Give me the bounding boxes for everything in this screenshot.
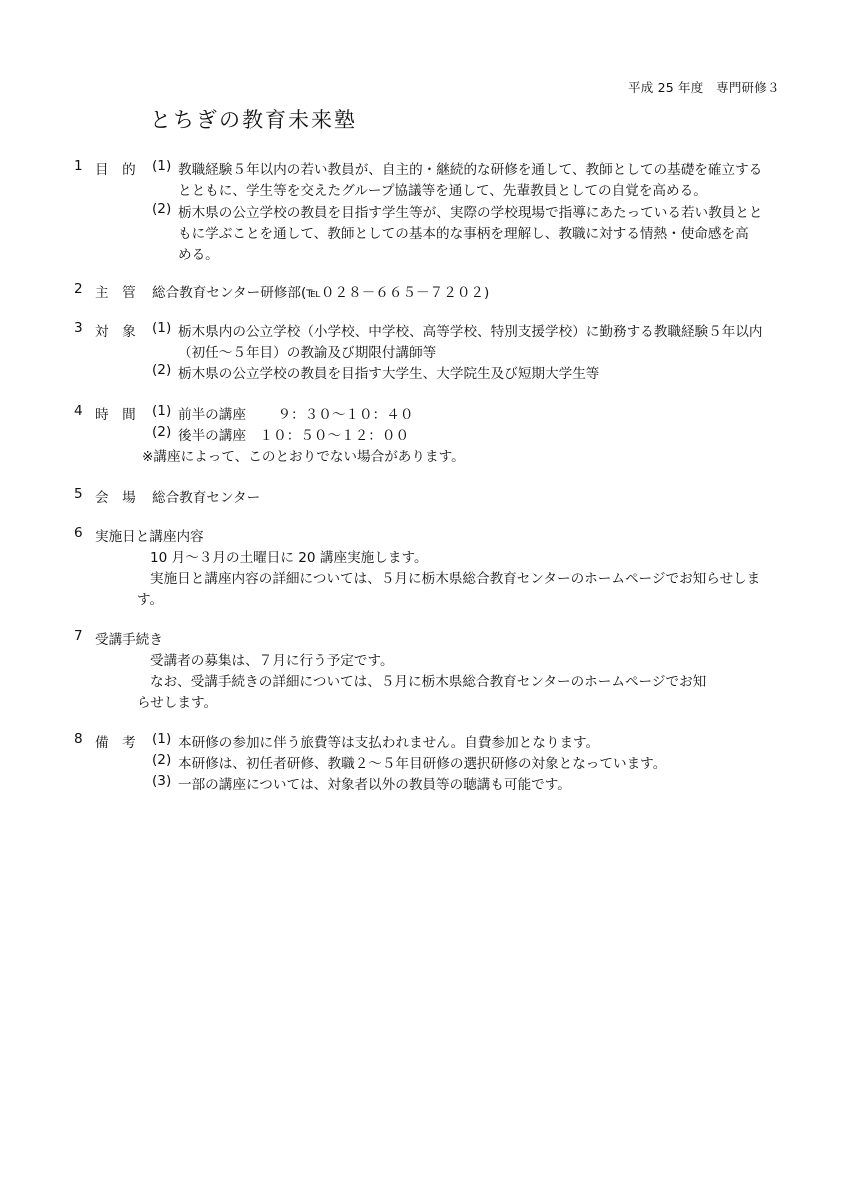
section-number: 8 (74, 731, 83, 747)
page-title: とちぎの教育未来塾 (150, 108, 357, 132)
item-line: とともに、学生等を交えたグループ協議等を通して、先輩教員としての自覚を高める。 (178, 183, 707, 199)
item-line: 栃木県内の公立学校（小学校、中学校、高等学校、特別支援学校）に勤務する教職経験５年以内 (178, 324, 763, 340)
venue-text: 総合教育センター (152, 490, 261, 506)
item-line: 前半の講座 ９：３０～１０：４０ (178, 407, 414, 423)
item-number: (2) (152, 752, 172, 768)
item-line: 一部の講座については、対象者以外の教員等の聴講も可能です。 (178, 777, 571, 793)
item-line: 教職経験５年以内の若い教員が、自主的・継続的な研修を通して、教師としての基礎を確立する (178, 162, 763, 178)
schedule-line: す。 (137, 592, 164, 608)
section-number: 6 (74, 525, 83, 541)
document-code: 平成 25 年度 専門研修３ (628, 80, 780, 95)
item-line: 本研修は、初任者研修、教職２～５年目研修の選択研修の対象となっています。 (178, 756, 667, 772)
section-label: 実施日と講座内容 (95, 529, 204, 545)
section-label: 受講手続き (95, 632, 163, 648)
item-line: める。 (178, 247, 219, 263)
procedure-line: 受講者の募集は、７月に行う予定です。 (150, 653, 394, 669)
item-number: (1) (152, 320, 172, 336)
section-number: 7 (74, 628, 83, 644)
schedule-line: 実施日と講座内容の詳細については、５月に栃木県総合教育センターのホームページでお知らせしま (150, 571, 761, 587)
item-number: (3) (152, 773, 172, 789)
item-number: (1) (152, 158, 172, 174)
procedure-line: なお、受講手続きの詳細については、５月に栃木県総合教育センターのホームページでお知 (150, 674, 707, 690)
section-label: 対 象 (95, 324, 136, 340)
item-line: 栃木県の公立学校の教員を目指す学生等が、実際の学校現場で指導にあたっている若い教員とと (178, 205, 763, 221)
item-line: 本研修の参加に伴う旅費等は支払われません。自費参加となります。 (178, 735, 600, 751)
item-number: (2) (152, 362, 172, 378)
section-number: 1 (74, 158, 83, 174)
section-label: 主 管 (95, 285, 136, 301)
schedule-line: 10 月～３月の土曜日に 20 講座実施します。 (150, 550, 428, 566)
item-number: (2) (152, 424, 172, 440)
item-number: (1) (152, 731, 172, 747)
item-number: (1) (152, 403, 172, 419)
section-label: 時 間 (95, 407, 136, 423)
item-line: もに学ぶことを通して、教師としての基本的な事柄を理解し、教職に対する情熱・使命感を高 (178, 226, 749, 242)
organizer-text: 総合教育センター研修部(℡０２８－６６５－７２０２) (152, 285, 490, 301)
section-label: 目 的 (95, 162, 136, 178)
section-number: 3 (74, 320, 83, 336)
item-number: (2) (152, 201, 172, 217)
item-line: 後半の講座 １０：５０～１２：００ (178, 428, 410, 444)
section-number: 2 (74, 281, 83, 297)
item-line: （初任～５年目）の教諭及び期限付講師等 (178, 345, 437, 361)
procedure-line: らせします。 (137, 695, 218, 711)
section-number: 4 (74, 403, 83, 419)
section-number: 5 (74, 486, 83, 502)
item-line: 栃木県の公立学校の教員を目指す大学生、大学院生及び短期大学生等 (178, 366, 600, 382)
time-note: ※講座によって、このとおりでない場合があります。 (142, 449, 465, 465)
section-label: 会 場 (95, 490, 136, 506)
section-label: 備 考 (95, 735, 136, 751)
